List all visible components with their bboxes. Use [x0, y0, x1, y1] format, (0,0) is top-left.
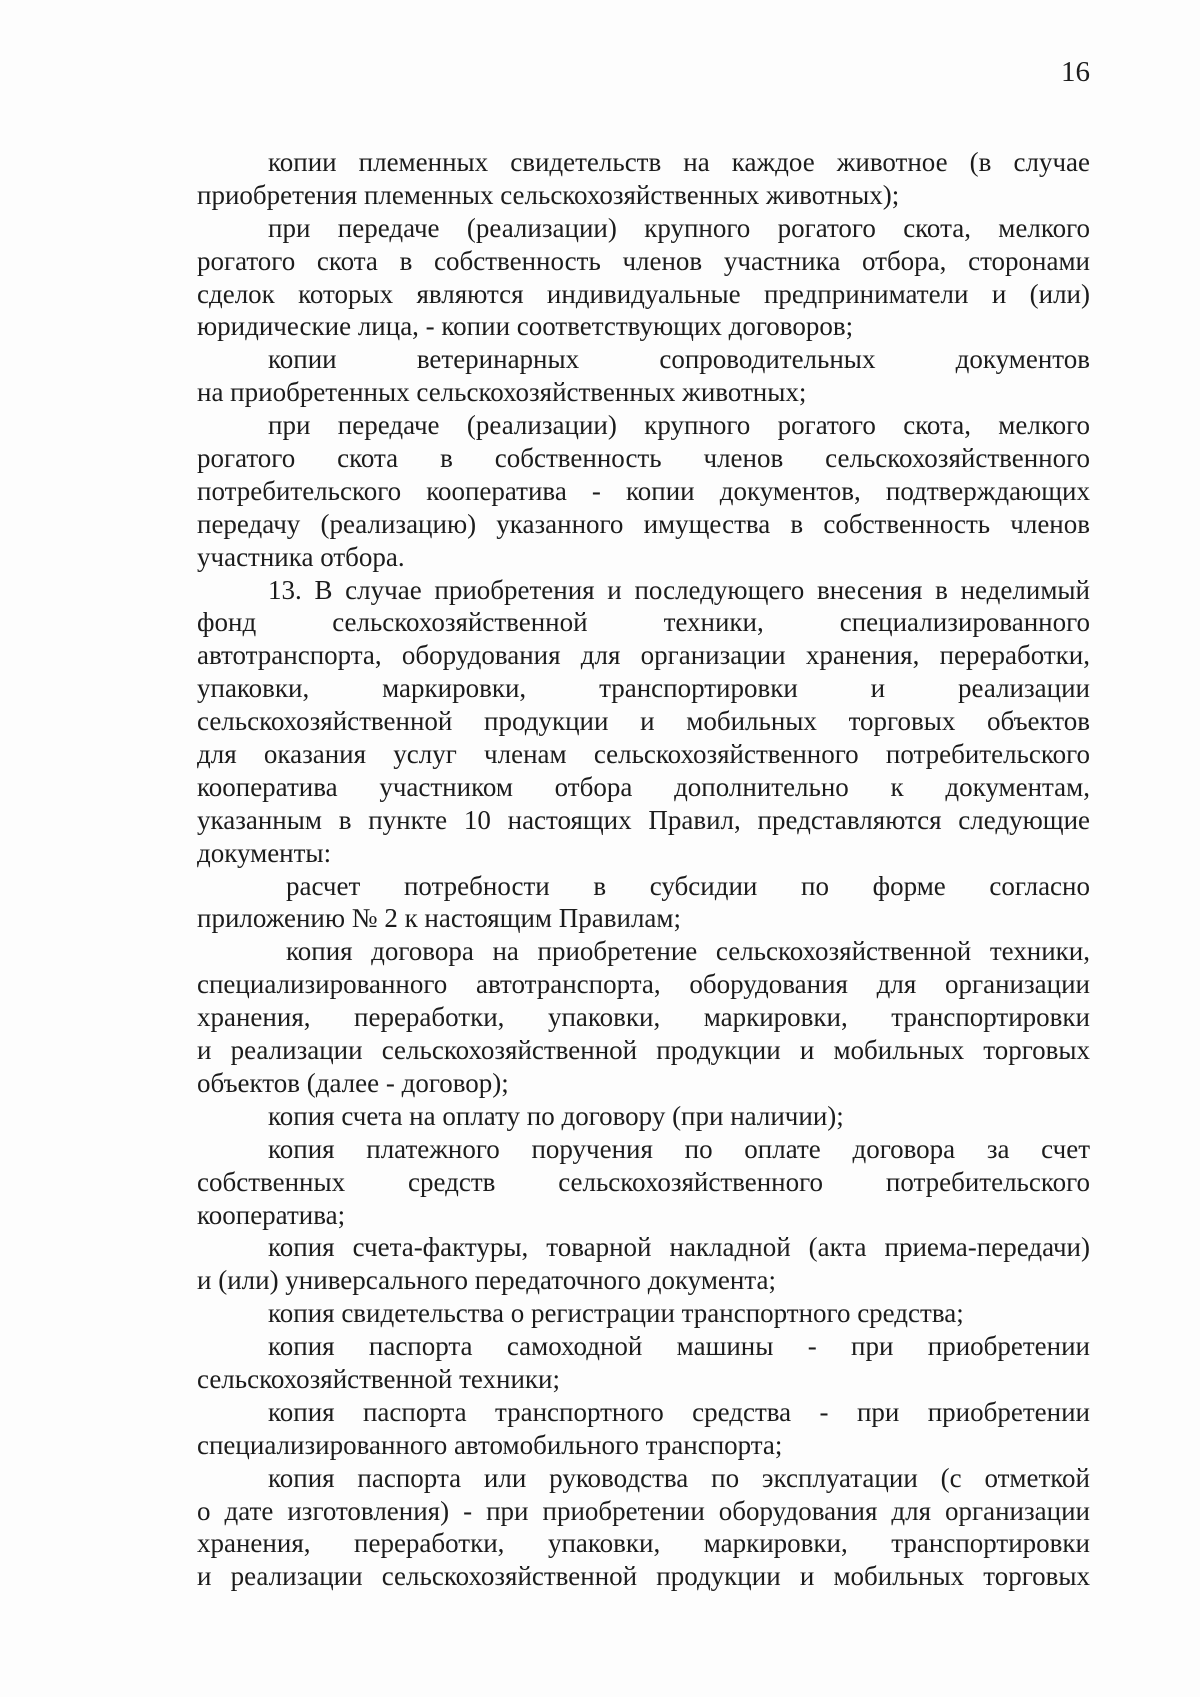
text-line: копии племенных свидетельств на каждое животное (в случае [268, 147, 1090, 177]
text-line: приложению № 2 к настоящим Правилам; [197, 903, 681, 934]
text-line: копия счета на оплату по договору (при наличии); [268, 1100, 844, 1131]
text-line: копия паспорта транспортного средства - при приобретении [268, 1396, 1090, 1427]
text-line: специализированного автотранспорта, оборудования для организации [197, 969, 1090, 1000]
text-line: при передаче (реализации) крупного рогатого скота, мелкого [268, 212, 1090, 243]
text-line: копия паспорта или руководства по эксплуатации (с отметкой [268, 1462, 1090, 1493]
text-line: рогатого скота в собственность членов сельскохозяйственного [197, 443, 1090, 474]
document-body [197, 146, 1090, 1593]
text-line: и реализации сельскохозяйственной продукции и мобильных торговых [197, 1035, 1090, 1066]
text-line: для оказания услуг членам сельскохозяйственного потребительского [197, 739, 1090, 770]
page-number: 16 [1061, 56, 1090, 88]
text-line: кооператива участником отбора дополнительно к документам, [197, 771, 1090, 802]
text-line: копия платежного поручения по оплате договора за счет [268, 1133, 1090, 1164]
text-line: автотранспорта, оборудования для организации хранения, переработки, [197, 640, 1090, 671]
text-line: документы: [197, 837, 332, 868]
text-line: копия паспорта самоходной машины - при приобретении [268, 1331, 1090, 1362]
text-line: упаковки, маркировки, транспортировки и реализации [197, 673, 1090, 704]
text-line: юридические лица, - копии соответствующих договоров; [197, 311, 854, 342]
text-line: указанным в пункте 10 настоящих Правил, представляются следующие [197, 804, 1090, 835]
text-line: хранения, переработки, упаковки, маркировки, транспортировки [197, 1528, 1090, 1559]
text-line: передачу (реализацию) указанного имущества в собственность членов [197, 508, 1090, 539]
text-line: рогатого скота в собственность членов участника отбора, сторонами [197, 245, 1090, 276]
text-line: фонд сельскохозяйственной техники, специализированного [197, 607, 1090, 638]
text-line: сельскохозяйственной продукции и мобильных торговых объектов [197, 706, 1090, 737]
text-line: потребительского кооператива - копии документов, подтверждающих [197, 475, 1090, 506]
text-line: участника отбора. [197, 541, 405, 572]
text-line: и реализации сельскохозяйственной продукции и мобильных торговых [197, 1561, 1090, 1592]
text-line: копии ветеринарных сопроводительных документов [268, 344, 1090, 375]
text-line: хранения, переработки, упаковки, маркировки, транспортировки [197, 1002, 1090, 1033]
text-line: сельскохозяйственной техники; [197, 1363, 560, 1394]
text-line: копия свидетельства о регистрации транспортного средства; [268, 1298, 964, 1329]
text-line: сделок которых являются индивидуальные предприниматели и (или) [197, 278, 1090, 309]
text-line: копия счета-фактуры, товарной накладной (акта приема-передачи) [268, 1232, 1090, 1263]
text-line: на приобретенных сельскохозяйственных животных; [197, 377, 807, 408]
text-line: при передаче (реализации) крупного рогатого скота, мелкого [268, 410, 1090, 441]
text-line: приобретения племенных сельскохозяйственных животных); [197, 179, 900, 210]
text-line: копия договора на приобретение сельскохозяйственной техники, [286, 936, 1090, 967]
text-line: 13. В случае приобретения и последующего внесения в неделимый [268, 574, 1090, 605]
text-line: кооператива; [197, 1199, 346, 1230]
text-line: объектов (далее - договор); [197, 1067, 509, 1098]
text-line: специализированного автомобильного транспорта; [197, 1429, 783, 1460]
text-line: собственных средств сельскохозяйственного потребительского [197, 1166, 1090, 1197]
text-line: и (или) универсального передаточного документа; [197, 1265, 776, 1296]
text-line: расчет потребности в субсидии по форме согласно [286, 870, 1090, 901]
text-line: о дате изготовления) - при приобретении оборудования для организации [197, 1495, 1090, 1526]
